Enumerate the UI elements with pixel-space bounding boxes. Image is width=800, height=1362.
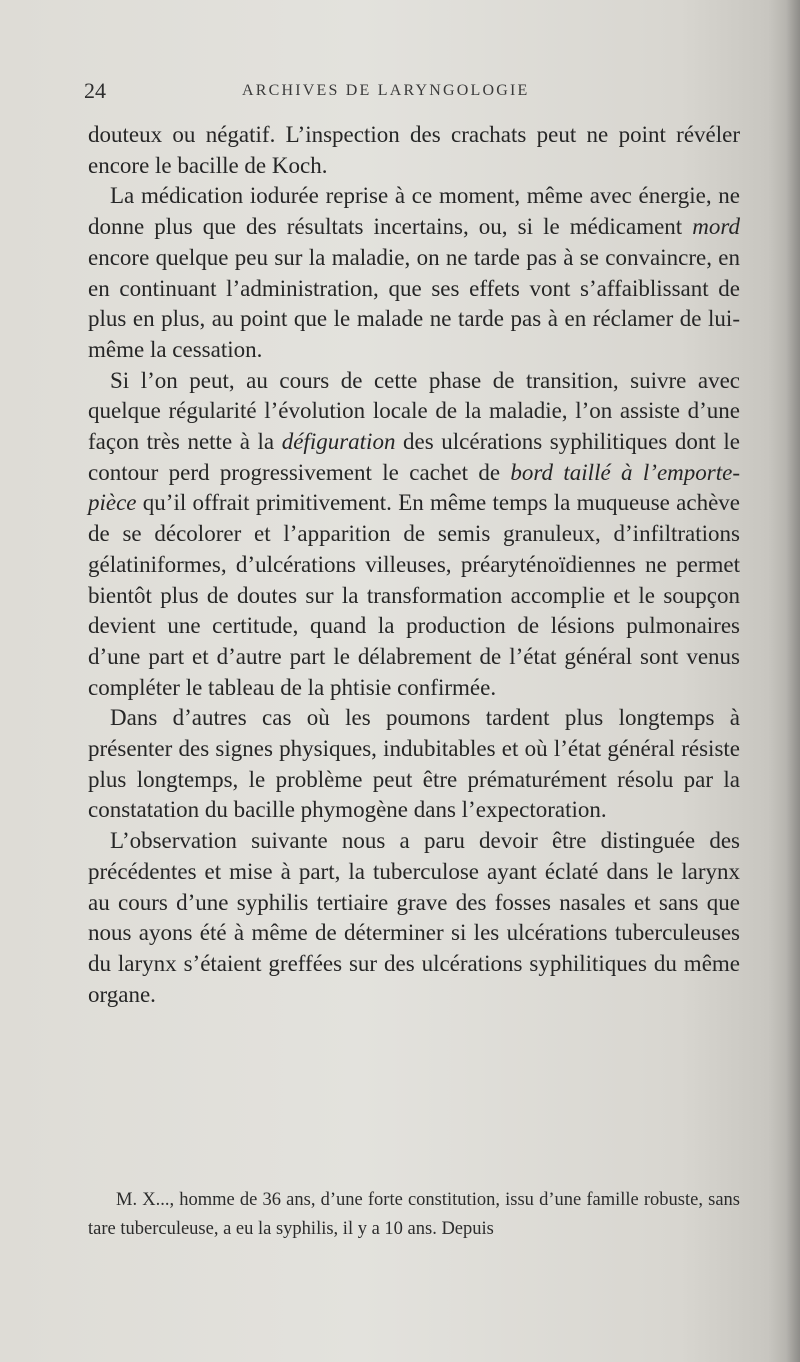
paragraph-5 — [88, 826, 740, 1010]
paragraph-2 — [88, 181, 740, 365]
paragraph-3 — [88, 366, 740, 704]
paragraph-3-italic-a: défiguration — [281, 429, 396, 455]
body-text — [88, 120, 740, 1010]
page-number: 24 — [84, 78, 106, 103]
paragraph-1 — [88, 120, 740, 181]
paragraph-1-text: douteux ou négatif. L’inspection des crachats peut ne point révéler encore le bacille de Koch. — [88, 122, 740, 178]
paragraph-2-italic: mord — [692, 214, 740, 240]
case-note — [88, 1186, 740, 1244]
paragraph-2-text-b: encore quelque peu sur la maladie, on ne tarde pas à se convaincre, en en continuant l’administration, que ses effets vont s’affaiblissant de plus en plus, au point que le malade ne tarde pas à en réclamer de lui-même la cessation. — [88, 244, 740, 362]
paragraph-2-text-a: La médication iodurée reprise à ce moment, même avec énergie, ne donne plus que des résultats incertains, ou, si le médicament — [88, 183, 740, 240]
paragraph-3-text-b: des ulcérations syphilitiques dont le contour perd progressivement le cachet de — [88, 429, 740, 485]
paragraph-5-text: L’observation suivante nous a paru devoir être distinguée des précédentes et mise à part, la tuberculose ayant éclaté dans le larynx au cours d’une syphilis tertiaire grave des fosses nasales et sans que nous ayons été à même de déterminer si les ulcérations tuberculeuses du larynx s’étaient greffées sur des ulcérations syphilitiques du même organe. — [88, 828, 740, 1007]
paragraph-3-text-a: Si l’on peut, au cours de cette phase de transition, suivre avec quelque régularité l’évolution locale de la maladie, l’on assiste d’une façon très nette à la — [88, 367, 740, 455]
page-edge-shadow — [786, 0, 800, 1362]
running-head: ARCHIVES DE LARYNGOLOGIE — [242, 82, 530, 99]
case-note-text: M. X..., homme de 36 ans, d’une forte constitution, issu d’une famille robuste, sans tare tuberculeuse, a eu la syphilis, il y a 10 ans. Depuis — [88, 1190, 740, 1239]
paragraph-4-text: Dans d’autres cas où les poumons tardent plus longtemps à présenter des signes physiques, indubitables et où l’état général résiste plus longtemps, le problème peut être prématurément résolu par la constatation du bacille phymogène dans l’expectoration. — [88, 705, 740, 823]
paragraph-3-text-c: qu’il offrait primitivement. En même temps la muqueuse achève de se décolorer et l’apparition de semis granuleux, d’infiltrations gélatiniformes, d’ulcérations villeuses, préaryténoïdiennes ne permet bientôt plus de doutes sur la transformation accomplie et le soupçon devient une certitude, quand la production de lésions pulmonaires d’une part et d’autre part le délabrement de l’état général sont venus compléter le tableau de la phtisie confirmée. — [88, 490, 740, 700]
page-header — [84, 78, 724, 108]
paragraph-4 — [88, 703, 740, 826]
paragraph-3-italic-b: bord taillé à l’emporte-pièce — [88, 459, 740, 516]
